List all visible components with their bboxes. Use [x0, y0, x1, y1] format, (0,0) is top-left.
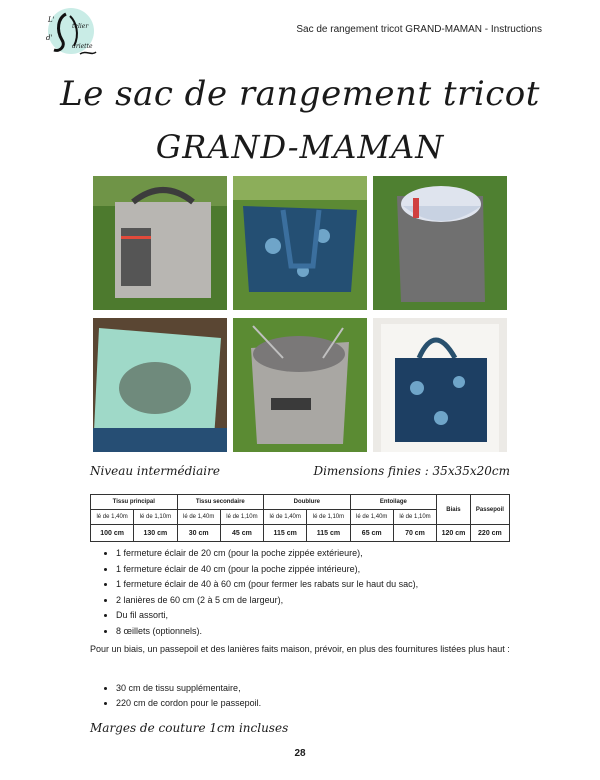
table-subheader-cell: lé de 1,40m [91, 510, 134, 525]
table-subheader-cell: lé de 1,10m [220, 510, 263, 525]
table-header-cell: Biais [437, 495, 471, 525]
table-subheader-cell: lé de 1,10m [393, 510, 436, 525]
list-item: • 1 fermeture éclair de 40 à 60 cm (pour fermer les rabats sur le haut du sac), [116, 577, 546, 593]
bag-blue-floral-photo [233, 176, 367, 310]
extras-list [90, 681, 546, 711]
page-title-line2: GRAND-MAMAN [155, 128, 445, 166]
list-item: • 8 œillets (optionnels). [116, 624, 546, 640]
supplies-list [90, 546, 546, 640]
table-cell: 115 cm [307, 525, 350, 542]
table-subheader-cell: lé de 1,40m [264, 510, 307, 525]
table-cell: 100 cm [91, 525, 134, 542]
table-cell: 65 cm [350, 525, 393, 542]
svg-text:d': d' [46, 34, 53, 42]
table-cell: 30 cm [177, 525, 220, 542]
list-item: • 1 fermeture éclair de 40 cm (pour la poche zippée intérieure), [116, 562, 546, 578]
intro-paragraph: Pour un biais, un passepoil et des lanières faits maison, prévoir, en plus des fournitures listées plus haut : [90, 644, 510, 654]
logo [40, 6, 102, 60]
table-cell: 120 cm [437, 525, 471, 542]
table-subheader-cell: lé de 1,40m [177, 510, 220, 525]
finished-dimensions: Dimensions finies : 35x35x20cm [313, 464, 510, 478]
difficulty-level: Niveau intermédiaire [90, 464, 220, 478]
table-subheader-cell: lé de 1,10m [307, 510, 350, 525]
document-title: Sac de rangement tricot GRAND-MAMAN - Instructions [296, 24, 542, 35]
table-cell: 220 cm [470, 525, 509, 542]
list-item: • Du fil assorti, [116, 608, 546, 624]
table-subheader-cell: lé de 1,10m [134, 510, 177, 525]
page-title-line1: Le sac de rangement tricot [60, 74, 540, 114]
bag-mint-lining-photo [93, 318, 227, 452]
fabric-table [90, 494, 510, 542]
svg-text:L': L' [48, 16, 55, 24]
table-subheader-cell: lé de 1,40m [350, 510, 393, 525]
list-item: • 220 cm de cordon pour le passepoil. [116, 696, 546, 711]
table-cell: 115 cm [264, 525, 307, 542]
table-header-cell: Tissu secondaire [177, 495, 264, 510]
bag-with-knitting-photo [233, 318, 367, 452]
table-header-cell: Tissu principal [91, 495, 178, 510]
table-cell: 45 cm [220, 525, 263, 542]
page-number: 28 [294, 748, 306, 759]
list-item: • 2 lanières de 60 cm (2 à 5 cm de largeur), [116, 593, 546, 609]
list-item: • 30 cm de tissu supplémentaire, [116, 681, 546, 696]
list-item: • 1 fermeture éclair de 20 cm (pour la poche zippée extérieure), [116, 546, 546, 562]
photo-grid [93, 176, 507, 452]
svg-text:telier: telier [72, 23, 89, 30]
table-cell: 70 cm [393, 525, 436, 542]
table-cell: 130 cm [134, 525, 177, 542]
bag-grey-pattern-photo [93, 176, 227, 310]
table-header-cell: Passepoil [470, 495, 509, 525]
bag-open-interior-photo [373, 176, 507, 310]
table-header-cell: Doublure [264, 495, 351, 510]
table-header-cell: Entoilage [350, 495, 437, 510]
bag-hanging-door-photo [373, 318, 507, 452]
svg-text:driette: driette [72, 43, 93, 50]
seam-allowance-note: Marges de couture 1cm incluses [90, 721, 289, 735]
